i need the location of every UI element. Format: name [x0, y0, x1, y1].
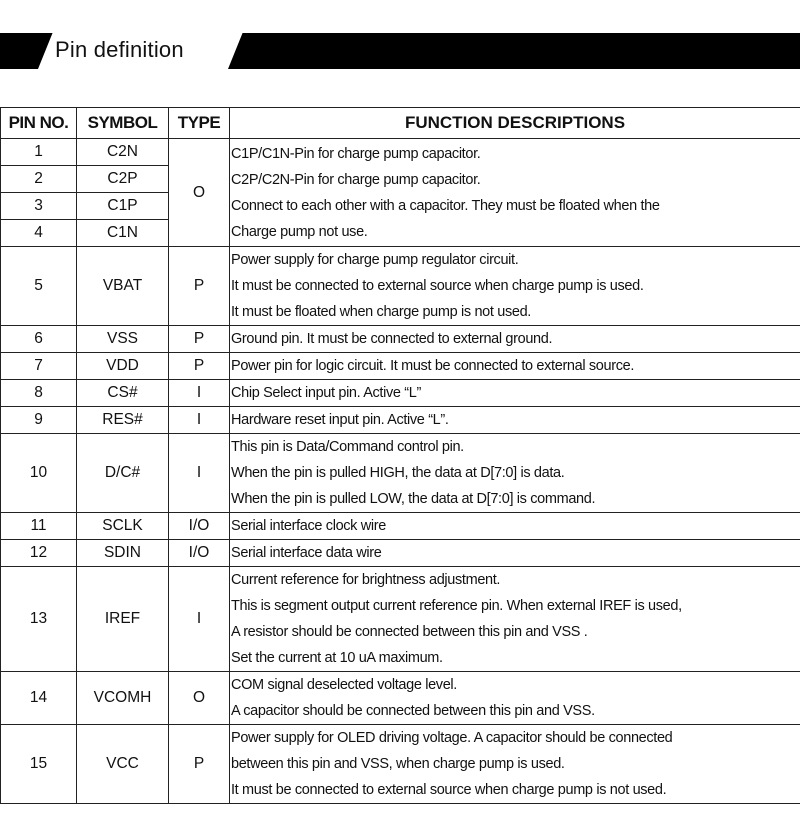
description-line: Ground pin. It must be connected to external ground. [231, 331, 553, 347]
pin-number: 8 [1, 380, 77, 407]
description-line: Power pin for logic circuit. It must be connected to external source. [231, 358, 634, 374]
pin-number: 11 [1, 513, 77, 540]
table-row [1, 353, 800, 380]
table-row [1, 567, 800, 672]
table-row [1, 380, 800, 407]
pin-type: O [169, 672, 230, 725]
pin-symbol: SDIN [77, 540, 169, 567]
pin-symbol: VBAT [77, 247, 169, 326]
description-line: Power supply for charge pump regulator circuit. [231, 252, 519, 268]
pin-description [230, 567, 800, 672]
description-line: It must be floated when charge pump is not used. [231, 304, 531, 320]
description-line: Charge pump not use. [231, 223, 368, 240]
pin-type: P [169, 326, 230, 353]
table-row [1, 407, 800, 434]
description-line: C1P/C1N-Pin for charge pump capacitor. [231, 145, 481, 162]
pin-description [230, 326, 800, 353]
description-line: This is segment output current reference pin. When external IREF is used, [231, 598, 682, 614]
pin-description [230, 139, 800, 247]
pin-description [230, 513, 800, 540]
pin-number: 7 [1, 353, 77, 380]
section-banner [0, 33, 800, 69]
header-function-descriptions: FUNCTION DESCRIPTIONS [230, 108, 800, 139]
pin-symbol: C2N [77, 139, 169, 166]
pin-description [230, 540, 800, 567]
pin-symbol: VSS [77, 326, 169, 353]
table-body [1, 139, 800, 804]
pin-definition-table [0, 107, 800, 804]
description-line: Current reference for brightness adjustment. [231, 572, 501, 588]
description-line: Power supply for OLED driving voltage. A capacitor should be connected [231, 730, 673, 746]
pin-symbol: RES# [77, 407, 169, 434]
description-line: This pin is Data/Command control pin. [231, 439, 464, 455]
table-row [1, 247, 800, 326]
header-symbol: SYMBOL [77, 108, 169, 139]
pin-symbol: C1P [77, 193, 169, 220]
pin-type: I [169, 567, 230, 672]
pin-description [230, 353, 800, 380]
pin-symbol: D/C# [77, 434, 169, 513]
pin-number: 13 [1, 567, 77, 672]
pin-type: P [169, 247, 230, 326]
table-row [1, 540, 800, 567]
header-pin-no: PIN NO. [1, 108, 77, 139]
pin-type: I/O [169, 540, 230, 567]
pin-type: I/O [169, 513, 230, 540]
pin-description [230, 247, 800, 326]
pin-type: P [169, 725, 230, 804]
pin-symbol: SCLK [77, 513, 169, 540]
table-row [1, 434, 800, 513]
table-row [1, 672, 800, 725]
pin-type: I [169, 407, 230, 434]
pin-description [230, 725, 800, 804]
description-line: between this pin and VSS, when charge pump is used. [231, 756, 565, 772]
pin-symbol: C1N [77, 220, 169, 247]
section-title: Pin definition [55, 37, 184, 62]
pin-number: 3 [1, 193, 77, 220]
description-line: A capacitor should be connected between this pin and VSS. [231, 703, 595, 719]
pin-symbol: VCC [77, 725, 169, 804]
table-row [1, 725, 800, 804]
pin-type: I [169, 380, 230, 407]
description-line: Serial interface clock wire [231, 518, 386, 534]
pin-number: 14 [1, 672, 77, 725]
pin-description [230, 407, 800, 434]
description-line: When the pin is pulled LOW, the data at D[7:0] is command. [231, 491, 596, 507]
pin-description [230, 434, 800, 513]
pin-description [230, 380, 800, 407]
pin-type: I [169, 434, 230, 513]
pin-number: 6 [1, 326, 77, 353]
pin-number: 4 [1, 220, 77, 247]
pin-symbol: IREF [77, 567, 169, 672]
pin-type: P [169, 353, 230, 380]
description-line: C2P/C2N-Pin for charge pump capacitor. [231, 171, 481, 188]
table-row [1, 326, 800, 353]
table-row [1, 139, 800, 166]
pin-type: O [169, 139, 230, 247]
header-type: TYPE [169, 108, 230, 139]
table-header-row [1, 108, 800, 139]
description-line: COM signal deselected voltage level. [231, 677, 457, 693]
description-line: Connect to each other with a capacitor. They must be floated when the [231, 197, 660, 214]
pin-symbol: VDD [77, 353, 169, 380]
pin-number: 5 [1, 247, 77, 326]
pin-number: 9 [1, 407, 77, 434]
description-line: It must be connected to external source when charge pump is not used. [231, 782, 667, 798]
description-line: Set the current at 10 uA maximum. [231, 650, 443, 666]
description-line: Hardware reset input pin. Active “L”. [231, 412, 449, 428]
pin-number: 1 [1, 139, 77, 166]
pin-number: 15 [1, 725, 77, 804]
description-line: It must be connected to external source when charge pump is used. [231, 278, 644, 294]
pin-symbol: C2P [77, 166, 169, 193]
description-line: Chip Select input pin. Active “L” [231, 385, 421, 401]
table-row [1, 513, 800, 540]
pin-number: 12 [1, 540, 77, 567]
pin-number: 10 [1, 434, 77, 513]
pin-description [230, 672, 800, 725]
pin-symbol: CS# [77, 380, 169, 407]
pin-number: 2 [1, 166, 77, 193]
pin-symbol: VCOMH [77, 672, 169, 725]
description-line: Serial interface data wire [231, 545, 382, 561]
description-line: A resistor should be connected between this pin and VSS . [231, 624, 588, 640]
description-line: When the pin is pulled HIGH, the data at D[7:0] is data. [231, 465, 565, 481]
